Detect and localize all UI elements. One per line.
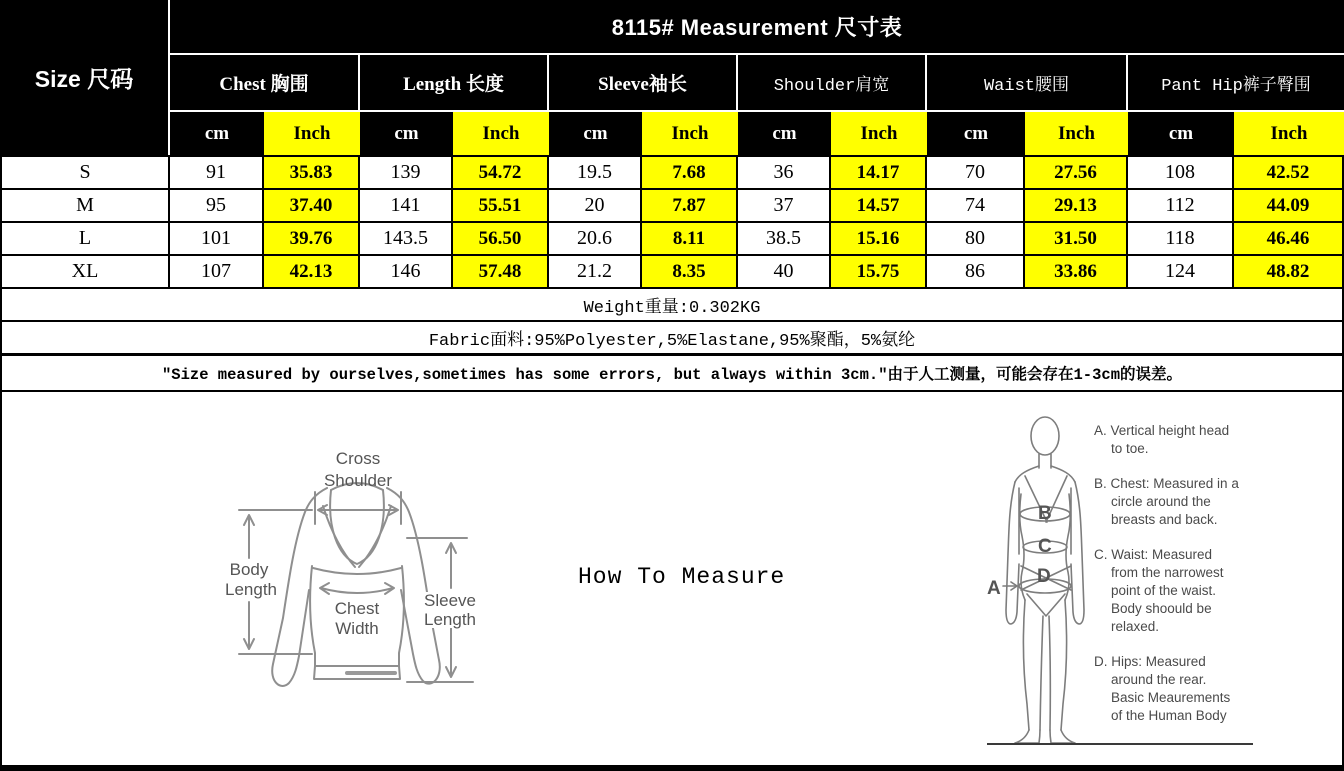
cm-value-cell: 95: [170, 190, 262, 221]
figure-label-b: B: [1038, 503, 1052, 524]
unit-header-cm: cm: [927, 112, 1025, 155]
unit-header-cm: cm: [170, 112, 264, 155]
inch-value-cell: 7.87: [642, 190, 736, 221]
cm-value-cell: 118: [1128, 223, 1232, 254]
cm-value-cell: 146: [360, 256, 451, 287]
cm-value-cell: 101: [170, 223, 262, 254]
figure-label-d: D: [1037, 566, 1051, 587]
inch-value-cell: 29.13: [1025, 190, 1126, 221]
unit-header-row: [170, 112, 1344, 155]
inch-value-cell: 37.40: [264, 190, 358, 221]
unit-header-cm: cm: [1128, 112, 1234, 155]
table-header: [0, 0, 1344, 155]
cm-value-cell: 112: [1128, 190, 1232, 221]
unit-header-inch: Inch: [1234, 112, 1344, 155]
cm-value-cell: 80: [927, 223, 1023, 254]
size-value-cell: S: [2, 157, 168, 188]
size-value-cell: L: [2, 223, 168, 254]
cm-value-cell: 107: [170, 256, 262, 287]
cross-shoulder-label: Cross: [335, 449, 381, 468]
cm-value-cell: 91: [170, 157, 262, 188]
figure-label-a: A: [987, 578, 1001, 599]
inch-value-cell: 35.83: [264, 157, 358, 188]
unit-header-inch: Inch: [831, 112, 927, 155]
how-to-measure-section: [0, 392, 1344, 765]
weight-note-row: Weight重量:0.302KG: [0, 289, 1344, 320]
inch-value-cell: 48.82: [1234, 256, 1342, 287]
cm-value-cell: 141: [360, 190, 451, 221]
cm-value-cell: 21.2: [549, 256, 640, 287]
instruction-c: C. Waist: Measured from the narrowest point of the waist. Body shoould be relaxed.: [1094, 547, 1224, 634]
size-value-cell: XL: [2, 256, 168, 287]
cm-value-cell: 74: [927, 190, 1023, 221]
inch-value-cell: 33.86: [1025, 256, 1126, 287]
unit-header-inch: Inch: [1025, 112, 1128, 155]
inch-value-cell: 14.17: [831, 157, 925, 188]
cm-value-cell: 36: [738, 157, 829, 188]
table-header-right: [170, 0, 1344, 155]
inch-value-cell: 27.56: [1025, 157, 1126, 188]
group-header-shoulder: Shoulder肩宽: [738, 55, 925, 110]
cm-value-cell: 139: [360, 157, 451, 188]
inch-value-cell: 57.48: [453, 256, 547, 287]
cm-value-cell: 108: [1128, 157, 1232, 188]
measurement-table-body: [0, 155, 1344, 289]
inch-value-cell: 55.51: [453, 190, 547, 221]
body-length-label: Length: [225, 580, 277, 599]
figure-underline: [987, 743, 1253, 745]
group-header-panthip: Pant Hip裤子臀围: [1128, 55, 1344, 110]
group-header-waist: Waist腰围: [927, 55, 1126, 110]
inch-value-cell: 7.68: [642, 157, 736, 188]
inch-value-cell: 8.11: [642, 223, 736, 254]
group-header-row: [170, 55, 1344, 110]
inch-value-cell: 14.57: [831, 190, 925, 221]
group-header-length: Length 长度: [360, 55, 547, 110]
instruction-a: A. Vertical height head to toe.: [1094, 423, 1230, 456]
cm-value-cell: 19.5: [549, 157, 640, 188]
figure-label-c: C: [1038, 536, 1052, 557]
inch-value-cell: 44.09: [1234, 190, 1342, 221]
chest-width-label: Width: [335, 619, 379, 638]
disclaimer-row: ″Size measured by ourselves,sometimes has some errors, but always within 3cm.″由于人工测量，可能会存在1-3cm的误差。: [0, 356, 1344, 390]
cm-value-cell: 124: [1128, 256, 1232, 287]
inch-value-cell: 8.35: [642, 256, 736, 287]
cm-value-cell: 38.5: [738, 223, 829, 254]
inch-value-cell: 42.52: [1234, 157, 1342, 188]
inch-value-cell: 46.46: [1234, 223, 1342, 254]
unit-header-inch: Inch: [453, 112, 549, 155]
unit-header-inch: Inch: [642, 112, 738, 155]
cm-value-cell: 70: [927, 157, 1023, 188]
cm-value-cell: 40: [738, 256, 829, 287]
how-to-measure-heading: How To Measure: [578, 564, 786, 590]
inch-value-cell: 39.76: [264, 223, 358, 254]
inch-value-cell: 56.50: [453, 223, 547, 254]
fabric-note-row: Fabric面料:95%Polyester,5%Elastane,95%聚酯，5%氨纶: [0, 322, 1344, 353]
inch-value-cell: 42.13: [264, 256, 358, 287]
chest-width-label: Chest: [334, 599, 380, 618]
inch-value-cell: 15.16: [831, 223, 925, 254]
table-title: 8115# Measurement 尺寸表: [170, 0, 1344, 53]
cm-value-cell: 20.6: [549, 223, 640, 254]
cm-value-cell: 143.5: [360, 223, 451, 254]
inch-value-cell: 15.75: [831, 256, 925, 287]
size-value-cell: M: [2, 190, 168, 221]
unit-header-cm: cm: [360, 112, 453, 155]
group-header-chest: Chest 胸围: [170, 55, 358, 110]
size-column-header: Size 尺码: [0, 0, 168, 155]
body-length-label: Body: [229, 560, 269, 579]
inch-value-cell: 54.72: [453, 157, 547, 188]
unit-header-cm: cm: [738, 112, 831, 155]
instruction-b: B. Chest: Measured in a circle around the breasts and back.: [1094, 476, 1239, 527]
inch-value-cell: 31.50: [1025, 223, 1126, 254]
sleeve-length-label: Length: [424, 610, 476, 629]
bottom-border-bar: [0, 765, 1344, 771]
garment-measure-diagram: [215, 448, 485, 708]
measure-instructions: [1094, 422, 1274, 742]
cm-value-cell: 37: [738, 190, 829, 221]
cross-shoulder-label: Shoulder: [323, 471, 393, 490]
unit-header-inch: Inch: [264, 112, 360, 155]
group-header-sleeve: Sleeve袖长: [549, 55, 736, 110]
garment-diagram-labels: [223, 449, 481, 638]
unit-header-cm: cm: [549, 112, 642, 155]
sleeve-length-label: Sleeve: [424, 591, 476, 610]
human-figure-diagram: [983, 414, 1103, 754]
cm-value-cell: 20: [549, 190, 640, 221]
cm-value-cell: 86: [927, 256, 1023, 287]
instruction-d: D. Hips: Measured around the rear. Basic Meaurements of the Human Body: [1094, 654, 1231, 723]
